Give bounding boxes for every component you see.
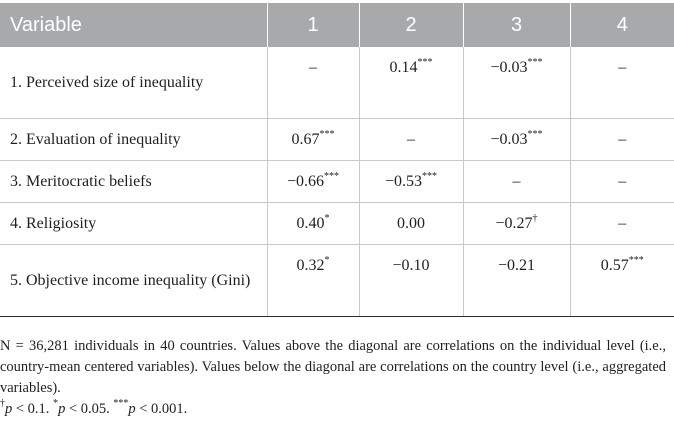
header-col-1: 1 (267, 3, 359, 47)
row-label: 4. Religiosity (0, 203, 267, 245)
row-label: 3. Meritocratic beliefs (0, 161, 267, 203)
table-cell: −0.66*** (267, 161, 359, 203)
table-row (0, 119, 674, 161)
table-cell: 0.40* (267, 203, 359, 245)
header-variable: Variable (0, 3, 267, 47)
table-cell: −0.21 (463, 245, 570, 317)
table-cell: −0.10 (359, 245, 463, 317)
table-cell: 0.32* (267, 245, 359, 317)
table-row (0, 161, 674, 203)
table-cell: – (463, 161, 570, 203)
table-cell: −0.53*** (359, 161, 463, 203)
row-label: 1. Perceived size of inequality (0, 47, 267, 119)
table-cell: 0.67*** (267, 119, 359, 161)
table-cell: – (570, 161, 674, 203)
table-cell: −0.03*** (463, 119, 570, 161)
row-label: 2. Evaluation of inequality (0, 119, 267, 161)
note-significance: †p < 0.1. *p < 0.05. ***p < 0.001. (0, 398, 188, 417)
table-cell: −0.27† (463, 203, 570, 245)
header-col-2: 2 (359, 3, 463, 47)
row-label: 5. Objective income inequality (Gini) (0, 245, 267, 317)
table-cell: 0.57*** (570, 245, 674, 317)
correlation-table (0, 3, 674, 317)
table-cell: 0.14*** (359, 47, 463, 119)
table-cell: – (570, 47, 674, 119)
table-row (0, 245, 674, 317)
note-main: N = 36,281 individuals in 40 countries. Values above the diagonal are correlations on the individual level (i.e., country-mean centered variables). Values below the diagonal are correlations on the country level (i.e., aggregated variables). (0, 338, 666, 396)
header-col-4: 4 (570, 3, 674, 47)
table-cell: – (570, 119, 674, 161)
table-cell: 0.00 (359, 203, 463, 245)
header-row (0, 3, 674, 47)
table-cell: −0.03*** (463, 47, 570, 119)
table-cell: – (267, 47, 359, 119)
table-row (0, 47, 674, 119)
table-cell: – (570, 203, 674, 245)
table-notes (0, 336, 666, 420)
table-row (0, 203, 674, 245)
header-col-3: 3 (463, 3, 570, 47)
table-cell: – (359, 119, 463, 161)
